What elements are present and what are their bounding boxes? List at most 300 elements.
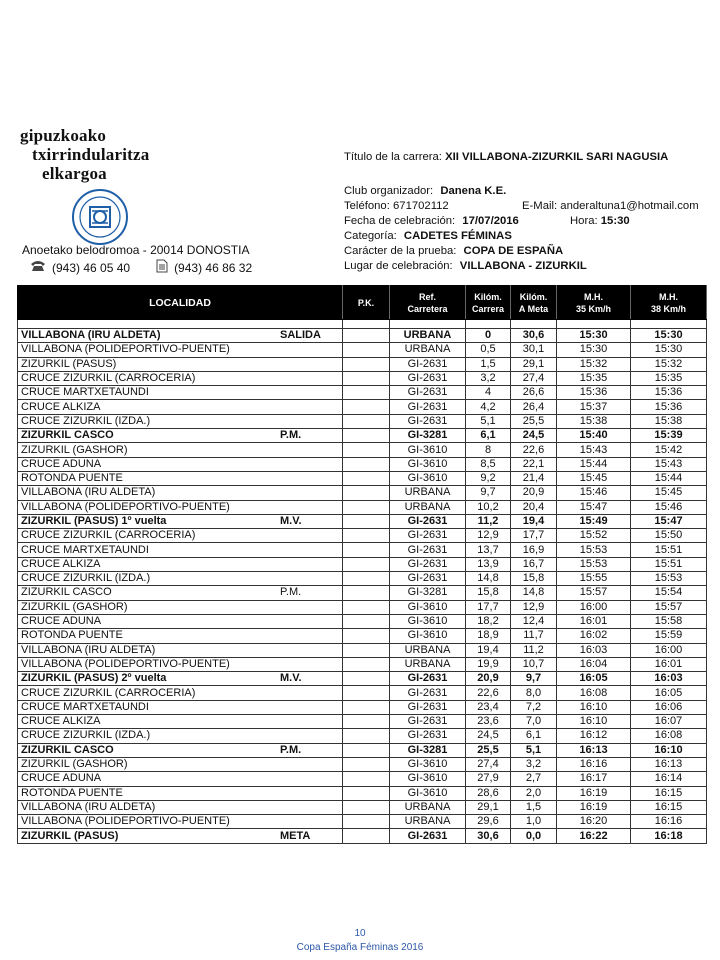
cell-km: 28,6	[466, 786, 511, 800]
cell-pk	[343, 772, 390, 786]
localidad-text: CRUCE ZIZURKIL (IZDA.)	[21, 414, 151, 427]
cell-meta: 0,0	[511, 829, 557, 843]
table-row	[18, 429, 707, 443]
cell-mh35: 15:47	[557, 500, 631, 514]
cell-mh35: 15:46	[557, 486, 631, 500]
cell-meta: 2,0	[511, 786, 557, 800]
cell-mh38: 16:13	[631, 757, 707, 771]
cell-mh35: 15:30	[557, 343, 631, 357]
header-mh35-line1: M.H.	[584, 291, 603, 302]
cell-km: 10,2	[466, 500, 511, 514]
cell-km: 29,6	[466, 815, 511, 829]
localidad-text: CRUCE MARTXETAUNDI	[21, 386, 149, 399]
localidad-tag: M.V.	[280, 672, 302, 685]
cell-km: 20,9	[466, 672, 511, 686]
cell-ref: GI-2631	[390, 371, 466, 385]
table-row	[18, 457, 707, 471]
table-row	[18, 586, 707, 600]
localidad-text: ZIZURKIL (GASHOR)	[21, 443, 128, 456]
cell-km: 24,5	[466, 729, 511, 743]
spacer-cell	[343, 320, 390, 329]
cell-mh38: 15:53	[631, 572, 707, 586]
cell-ref: GI-3610	[390, 457, 466, 471]
cell-mh35: 15:36	[557, 386, 631, 400]
org-name-line-3: elkargoa	[42, 164, 107, 183]
cell-ref: GI-3610	[390, 471, 466, 485]
cell-pk	[343, 643, 390, 657]
localidad-text: CRUCE MARTXETAUNDI	[21, 543, 149, 556]
cell-localidad	[18, 514, 343, 528]
localidad-text: CRUCE ZIZURKIL (CARROCERIA)	[21, 372, 196, 385]
localidad-text: CRUCE ZIZURKIL (IZDA.)	[21, 729, 151, 742]
cell-meta: 7,0	[511, 715, 557, 729]
cell-mh38: 16:05	[631, 686, 707, 700]
cell-ref: GI-3610	[390, 757, 466, 771]
cell-localidad	[18, 743, 343, 757]
cell-meta: 3,2	[511, 757, 557, 771]
table-row	[18, 486, 707, 500]
cell-mh35: 16:19	[557, 800, 631, 814]
cell-km: 4	[466, 386, 511, 400]
header-meta-line2: A Meta	[518, 303, 549, 314]
localidad-tag: P.M.	[280, 743, 302, 756]
race-title-value: XII VILLABONA-ZIZURKIL SARI NAGUSIA	[445, 151, 669, 163]
localidad-text: VILLABONA (POLIDEPORTIVO-PUENTE)	[21, 500, 230, 513]
cell-localidad	[18, 529, 343, 543]
localidad-text: CRUCE ADUNA	[21, 457, 102, 470]
cell-pk	[343, 500, 390, 514]
cell-localidad	[18, 757, 343, 771]
category-label: Categoría:	[344, 230, 397, 242]
localidad-text: ZIZURKIL (GASHOR)	[21, 758, 128, 771]
time-label: Hora:	[570, 215, 598, 227]
table-row	[18, 414, 707, 428]
cell-localidad	[18, 772, 343, 786]
club-label: Club organizador:	[344, 185, 434, 197]
place-value: VILLABONA - ZIZURKIL	[459, 260, 587, 272]
cell-mh38: 15:50	[631, 529, 707, 543]
table-row	[18, 815, 707, 829]
localidad-tag: M.V.	[280, 515, 302, 527]
localidad-text: CRUCE ZIZURKIL (IZDA.)	[21, 572, 151, 585]
cell-mh38: 16:15	[631, 786, 707, 800]
cell-localidad	[18, 371, 343, 385]
cell-meta: 5,1	[511, 743, 557, 757]
cell-mh38: 16:16	[631, 815, 707, 829]
localidad-text: CRUCE ZIZURKIL (CARROCERIA)	[21, 686, 196, 699]
cell-mh38: 16:03	[631, 672, 707, 686]
cell-meta: 20,9	[511, 486, 557, 500]
cell-meta: 29,1	[511, 357, 557, 371]
org-contact	[30, 259, 252, 276]
cell-pk	[343, 614, 390, 628]
cell-meta: 16,9	[511, 543, 557, 557]
cell-mh35: 15:52	[557, 529, 631, 543]
cell-mh35: 16:20	[557, 815, 631, 829]
cell-mh38: 15:32	[631, 357, 707, 371]
cell-ref: GI-3281	[390, 429, 466, 443]
cell-mh38: 15:39	[631, 429, 707, 443]
cell-ref: URBANA	[390, 343, 466, 357]
cell-mh35: 15:37	[557, 400, 631, 414]
cell-pk	[343, 600, 390, 614]
cell-km: 9,2	[466, 471, 511, 485]
localidad-text: CRUCE ALKIZA	[21, 400, 101, 413]
header-mh38	[631, 286, 707, 320]
localidad-text: VILLABONA (IRU ALDETA)	[21, 643, 156, 656]
cell-meta: 14,8	[511, 586, 557, 600]
cell-mh38: 15:44	[631, 471, 707, 485]
localidad-text: VILLABONA (POLIDEPORTIVO-PUENTE)	[21, 343, 230, 356]
category-value: CADETES FÉMINAS	[403, 230, 512, 242]
cell-mh35: 15:57	[557, 586, 631, 600]
cell-localidad	[18, 600, 343, 614]
cell-ref: GI-2631	[390, 400, 466, 414]
cell-mh35: 16:16	[557, 757, 631, 771]
cell-meta: 26,4	[511, 400, 557, 414]
localidad-text: CRUCE ADUNA	[21, 772, 102, 785]
table-row	[18, 557, 707, 571]
cell-mh35: 16:19	[557, 786, 631, 800]
cell-localidad	[18, 700, 343, 714]
cell-localidad	[18, 672, 343, 686]
cell-localidad	[18, 486, 343, 500]
cell-ref: URBANA	[390, 657, 466, 671]
localidad-tag: P.M.	[280, 429, 302, 442]
localidad-text: ROTONDA PUENTE	[21, 629, 123, 642]
cell-meta: 12,4	[511, 614, 557, 628]
cell-km: 8	[466, 443, 511, 457]
table-row	[18, 600, 707, 614]
cell-pk	[343, 557, 390, 571]
cell-km: 13,9	[466, 557, 511, 571]
email-label: E-Mail:	[522, 200, 558, 212]
cell-meta: 11,2	[511, 643, 557, 657]
localidad-text: ZIZURKIL (PASUS)	[21, 357, 117, 370]
cell-pk	[343, 357, 390, 371]
spacer-cell	[390, 320, 466, 329]
cell-pk	[343, 400, 390, 414]
cell-mh38: 15:46	[631, 500, 707, 514]
org-name-line-1: gipuzkoako	[20, 126, 107, 145]
cell-ref: GI-2631	[390, 700, 466, 714]
cell-meta: 9,7	[511, 672, 557, 686]
cell-mh38: 15:35	[631, 371, 707, 385]
cell-meta: 26,6	[511, 386, 557, 400]
cell-km: 17,7	[466, 600, 511, 614]
cell-pk	[343, 529, 390, 543]
table-header-row	[18, 286, 707, 320]
cell-mh35: 16:12	[557, 729, 631, 743]
cell-mh35: 16:10	[557, 715, 631, 729]
cell-mh38: 15:47	[631, 514, 707, 528]
cell-ref: GI-2631	[390, 572, 466, 586]
org-address: Anoetako belodromoa - 20014 DONOSTIA	[22, 243, 250, 257]
cell-pk	[343, 829, 390, 843]
cell-meta: 17,7	[511, 529, 557, 543]
cell-pk	[343, 572, 390, 586]
cell-ref: GI-2631	[390, 672, 466, 686]
cell-km: 30,6	[466, 829, 511, 843]
cell-km: 6,1	[466, 429, 511, 443]
header-km-line1: Kilóm.	[474, 291, 502, 302]
table-row	[18, 386, 707, 400]
cell-localidad	[18, 629, 343, 643]
cell-ref: GI-3610	[390, 443, 466, 457]
cell-localidad	[18, 729, 343, 743]
race-place	[344, 260, 587, 272]
cell-ref: URBANA	[390, 486, 466, 500]
character-value: COPA DE ESPAÑA	[463, 245, 564, 257]
cell-mh38: 16:06	[631, 700, 707, 714]
localidad-text: ZIZURKIL (PASUS)	[21, 829, 119, 842]
footer-caption: Copa España Féminas 2016	[296, 942, 424, 953]
cell-km: 0,5	[466, 343, 511, 357]
cell-pk	[343, 414, 390, 428]
header-mh35-line2: 35 Km/h	[575, 303, 611, 314]
date-label: Fecha de celebración:	[344, 215, 456, 227]
cell-pk	[343, 343, 390, 357]
table-spacer-row	[18, 320, 707, 329]
federation-logo	[70, 187, 130, 247]
cell-pk	[343, 543, 390, 557]
cell-mh38: 16:18	[631, 829, 707, 843]
cell-meta: 6,1	[511, 729, 557, 743]
cell-localidad	[18, 686, 343, 700]
cell-pk	[343, 672, 390, 686]
cell-pk	[343, 800, 390, 814]
cell-km: 3,2	[466, 371, 511, 385]
character-label: Carácter de la prueba:	[344, 245, 457, 257]
localidad-text: VILLABONA (IRU ALDETA)	[21, 329, 161, 342]
cell-localidad	[18, 800, 343, 814]
header-meta-line1: Kilóm.	[519, 291, 548, 302]
cell-localidad	[18, 614, 343, 628]
localidad-tag: META	[280, 829, 311, 842]
cell-localidad	[18, 500, 343, 514]
cell-mh35: 16:02	[557, 629, 631, 643]
header-km	[466, 286, 511, 320]
route-table-body	[18, 320, 707, 844]
cell-mh38: 16:08	[631, 729, 707, 743]
cell-mh35: 15:30	[557, 329, 631, 343]
table-row	[18, 371, 707, 385]
cell-mh38: 16:14	[631, 772, 707, 786]
localidad-tag: P.M.	[280, 586, 302, 599]
race-title-label: Título de la carrera:	[344, 151, 442, 163]
cell-ref: GI-2631	[390, 715, 466, 729]
cell-pk	[343, 514, 390, 528]
localidad-text: CRUCE ALKIZA	[21, 715, 101, 728]
cell-meta: 1,5	[511, 800, 557, 814]
table-row	[18, 357, 707, 371]
cell-mh35: 16:10	[557, 700, 631, 714]
cell-ref: GI-3281	[390, 586, 466, 600]
cell-km: 1,5	[466, 357, 511, 371]
localidad-text: ZIZURKIL CASCO	[21, 586, 112, 599]
cell-localidad	[18, 572, 343, 586]
race-character	[344, 245, 563, 257]
race-title	[344, 151, 668, 163]
table-row	[18, 800, 707, 814]
header-pk: P.K.	[343, 286, 390, 320]
document-icon	[156, 259, 168, 276]
table-row	[18, 657, 707, 671]
route-table	[17, 285, 707, 844]
cell-meta: 27,4	[511, 371, 557, 385]
cell-localidad	[18, 400, 343, 414]
table-row	[18, 529, 707, 543]
phone-value: 671702112	[393, 200, 449, 212]
cell-pk	[343, 700, 390, 714]
cell-pk	[343, 657, 390, 671]
cell-mh38: 15:36	[631, 386, 707, 400]
cell-ref: GI-2631	[390, 729, 466, 743]
table-row	[18, 729, 707, 743]
cell-localidad	[18, 471, 343, 485]
cell-mh35: 16:05	[557, 672, 631, 686]
cell-mh35: 15:45	[557, 471, 631, 485]
page-number: 10	[354, 928, 366, 939]
cell-km: 14,8	[466, 572, 511, 586]
table-row	[18, 443, 707, 457]
cell-mh35: 15:40	[557, 429, 631, 443]
cell-ref: URBANA	[390, 500, 466, 514]
table-row	[18, 471, 707, 485]
cell-mh38: 15:51	[631, 557, 707, 571]
cell-ref: URBANA	[390, 800, 466, 814]
cell-localidad	[18, 457, 343, 471]
cell-localidad	[18, 443, 343, 457]
cell-mh35: 15:38	[557, 414, 631, 428]
cell-km: 18,2	[466, 614, 511, 628]
cell-localidad	[18, 386, 343, 400]
localidad-text: VILLABONA (POLIDEPORTIVO-PUENTE)	[21, 657, 230, 670]
cell-mh38: 15:30	[631, 343, 707, 357]
cell-meta: 21,4	[511, 471, 557, 485]
cell-mh35: 15:32	[557, 357, 631, 371]
cell-pk	[343, 729, 390, 743]
cell-km: 15,8	[466, 586, 511, 600]
cell-mh35: 15:49	[557, 514, 631, 528]
localidad-text: CRUCE ZIZURKIL (CARROCERIA)	[21, 529, 196, 542]
localidad-tag: SALIDA	[280, 329, 321, 342]
table-row	[18, 700, 707, 714]
cell-meta: 16,7	[511, 557, 557, 571]
cell-mh35: 16:22	[557, 829, 631, 843]
cell-ref: GI-3610	[390, 786, 466, 800]
cell-km: 8,5	[466, 457, 511, 471]
cell-mh38: 16:07	[631, 715, 707, 729]
table-row	[18, 543, 707, 557]
cell-mh35: 16:01	[557, 614, 631, 628]
table-row	[18, 743, 707, 757]
cell-ref: GI-2631	[390, 357, 466, 371]
cell-ref: GI-2631	[390, 557, 466, 571]
cell-km: 23,4	[466, 700, 511, 714]
cell-mh35: 16:08	[557, 686, 631, 700]
localidad-text: CRUCE ALKIZA	[21, 557, 101, 570]
cell-km: 18,9	[466, 629, 511, 643]
cell-localidad	[18, 829, 343, 843]
cell-ref: GI-3610	[390, 629, 466, 643]
cell-mh38: 15:30	[631, 329, 707, 343]
table-row	[18, 786, 707, 800]
localidad-text: ZIZURKIL (PASUS) 2º vuelta	[21, 672, 167, 685]
cell-pk	[343, 757, 390, 771]
spacer-cell	[631, 320, 707, 329]
cell-mh38: 16:01	[631, 657, 707, 671]
cell-mh38: 15:57	[631, 600, 707, 614]
cell-ref: GI-3281	[390, 743, 466, 757]
cell-pk	[343, 443, 390, 457]
cell-pk	[343, 586, 390, 600]
cell-mh38: 16:15	[631, 800, 707, 814]
table-row	[18, 514, 707, 528]
cell-pk	[343, 471, 390, 485]
header-mh35	[557, 286, 631, 320]
race-time	[570, 215, 630, 227]
date-value: 17/07/2016	[462, 215, 519, 227]
table-row	[18, 672, 707, 686]
cell-mh35: 16:17	[557, 772, 631, 786]
cell-meta: 8,0	[511, 686, 557, 700]
cell-mh35: 16:00	[557, 600, 631, 614]
localidad-text: ZIZURKIL (PASUS) 1º vuelta	[21, 515, 167, 527]
cell-localidad	[18, 643, 343, 657]
cell-ref: GI-2631	[390, 529, 466, 543]
cell-km: 22,6	[466, 686, 511, 700]
cell-pk	[343, 786, 390, 800]
table-row	[18, 400, 707, 414]
cell-localidad	[18, 357, 343, 371]
table-row	[18, 772, 707, 786]
header-ref	[390, 286, 466, 320]
localidad-text: VILLABONA (IRU ALDETA)	[21, 486, 156, 499]
table-row	[18, 329, 707, 343]
cell-pk	[343, 686, 390, 700]
table-row	[18, 629, 707, 643]
cell-pk	[343, 457, 390, 471]
cell-km: 12,9	[466, 529, 511, 543]
header-ref-line1: Ref.	[418, 291, 436, 302]
place-label: Lugar de celebración:	[344, 260, 453, 272]
cell-pk	[343, 329, 390, 343]
cell-mh35: 16:13	[557, 743, 631, 757]
cell-pk	[343, 715, 390, 729]
cell-meta: 1,0	[511, 815, 557, 829]
cell-localidad	[18, 557, 343, 571]
cell-mh38: 15:38	[631, 414, 707, 428]
cell-mh38: 15:42	[631, 443, 707, 457]
cell-meta: 19,4	[511, 514, 557, 528]
cell-km: 5,1	[466, 414, 511, 428]
cell-meta: 24,5	[511, 429, 557, 443]
cell-localidad	[18, 815, 343, 829]
telephone-icon	[30, 260, 46, 275]
cell-localidad	[18, 429, 343, 443]
club-value: Danena K.E.	[440, 185, 507, 197]
cell-localidad	[18, 414, 343, 428]
header-km-line2: Carrera	[471, 303, 505, 314]
localidad-text: ZIZURKIL CASCO	[21, 743, 114, 756]
organization-name	[20, 126, 149, 183]
localidad-text: CRUCE MARTXETAUNDI	[21, 700, 149, 713]
cell-mh38: 15:51	[631, 543, 707, 557]
cell-pk	[343, 629, 390, 643]
cell-mh38: 16:00	[631, 643, 707, 657]
spacer-cell	[466, 320, 511, 329]
